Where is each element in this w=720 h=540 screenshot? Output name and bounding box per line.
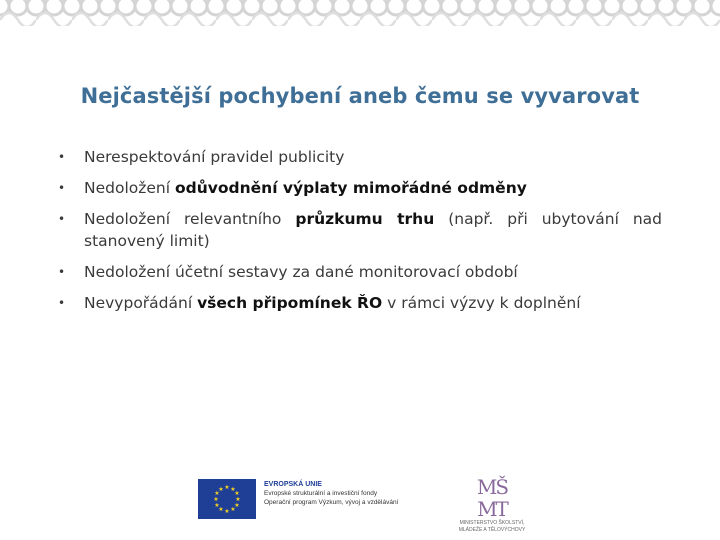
bullet-text: Nedoložení relevantního [84,210,296,228]
bullet-icon: • [58,212,66,226]
eu-programme: Operační program Výzkum, vývoj a vzdělávání [264,499,399,506]
bullet-list [56,146,662,323]
eu-funds: Evropské strukturální a investiční fondy [264,490,378,497]
bullet-item [56,177,662,199]
bullet-text: Nedoložení [84,179,175,197]
svg-text:★: ★ [235,496,241,503]
svg-text:★: ★ [218,506,224,513]
svg-text:★: ★ [230,486,236,493]
bullet-item [56,146,662,168]
svg-text:★: ★ [214,502,220,509]
msmt-logo-icon: MŠ MT MINISTERSTVO ŠKOLSTVÍ, MLÁDEŽE A TĚLOVÝCHOVY [458,475,526,533]
ministry-name: MINISTERSTVO ŠKOLSTVÍ, [459,520,525,526]
svg-text:★: ★ [234,490,240,497]
bullet-item [56,208,662,252]
svg-text:★: ★ [224,508,230,515]
bullet-emphasis: odůvodnění výplaty mimořádné odměny [174,179,527,197]
knot-pattern-icon [0,0,720,28]
svg-text:★: ★ [218,486,224,493]
bullet-icon: • [58,150,66,164]
footer-logos [196,474,532,533]
bullet-item [56,261,662,283]
svg-text:★: ★ [213,496,219,503]
bullet-icon: • [58,181,66,195]
svg-text:★: ★ [214,490,220,497]
bullet-emphasis: všech připomínek ŘO [197,294,383,312]
svg-text:★: ★ [224,484,230,491]
eu-name: EVROPSKÁ UNIE [264,481,322,488]
svg-text:★: ★ [234,502,240,509]
bullet-text: Nedoložení účetní sestavy za dané monitorovací období [84,263,518,281]
bullet-text: Nerespektování pravidel publicity [84,148,345,166]
bullet-text-tail: (např. při ubytování nad stanovený limit) [84,210,663,250]
bullet-icon: • [58,265,66,279]
eu-stars-icon [198,479,256,519]
svg-text:★: ★ [230,506,236,513]
eu-flag-icon [198,479,256,519]
bullet-text-tail: v rámci výzvy k doplnění [382,294,581,312]
eu-programme-text [264,480,398,507]
bullet-emphasis: průzkumu trhu [295,210,435,228]
bullet-item [56,292,662,314]
decorative-top-band [0,0,720,28]
ministry-name-line2: MLÁDEŽE A TĚLOVÝCHOVY [458,527,526,533]
bullet-text: Nevypořádání [84,294,198,312]
slide-title: Nejčastější pochybení aneb čemu se vyvarovat [80,84,640,108]
bullet-icon: • [58,296,66,310]
